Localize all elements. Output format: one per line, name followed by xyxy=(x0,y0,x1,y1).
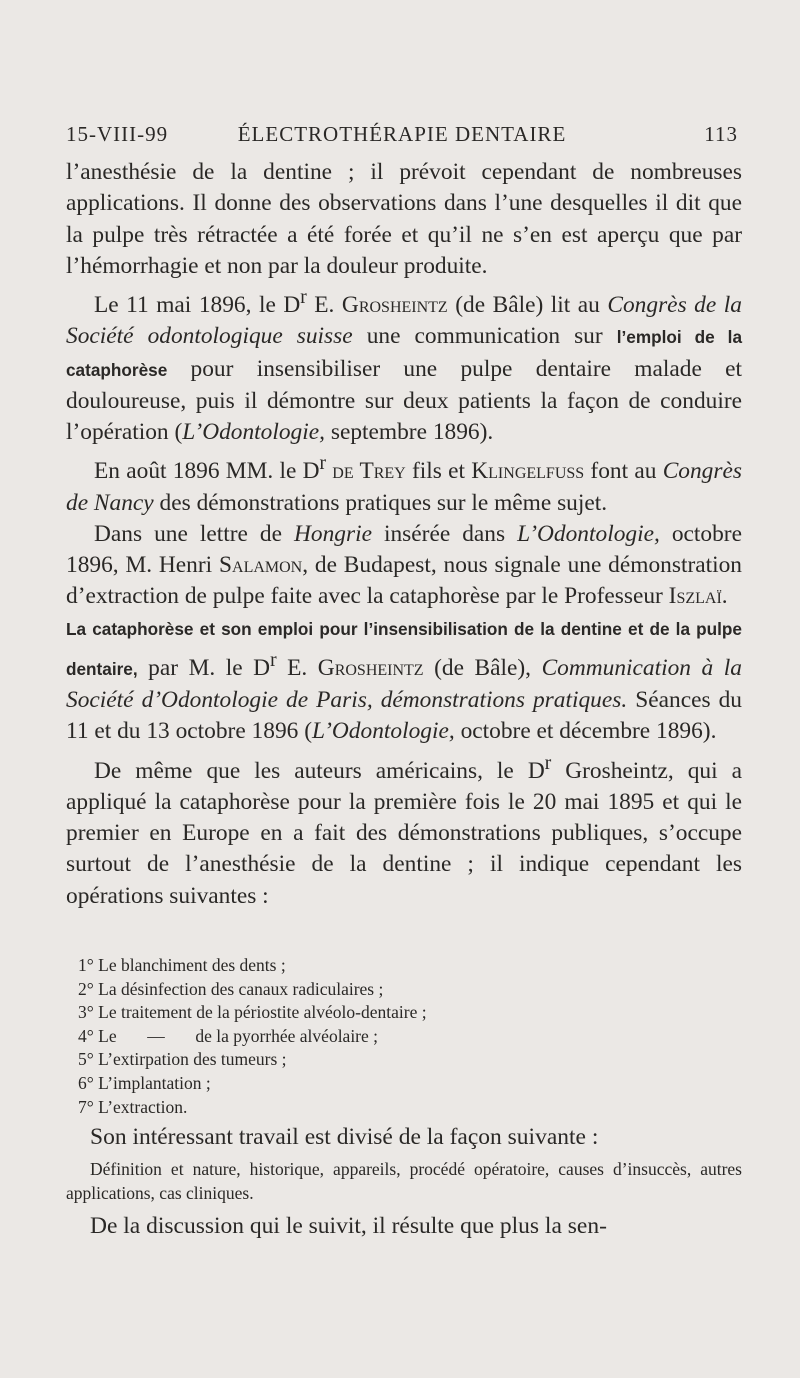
journal-title: L’Odontologie, xyxy=(517,520,660,547)
place-name: Hongrie xyxy=(294,520,372,547)
journal-title: L’Odontologie, xyxy=(182,419,325,446)
list-item: 6° L’implantation ; xyxy=(78,1072,211,1093)
author-name: Salamon xyxy=(219,552,303,579)
bib-title: La cataphorèse et son emploi pour l’insensibilisation de la dentine et de la pulpe dentaire, xyxy=(66,618,742,679)
author-name: Grosheintz xyxy=(341,291,448,318)
list-item: 3° Le traitement de la périostite alvéolo-dentaire ; xyxy=(78,1002,427,1023)
summary-heading: Son intéressant travail est divisé de la façon suivante : xyxy=(90,1124,599,1150)
author-name: Klingelfuss xyxy=(471,458,585,485)
communication-title: Communication à la Société d’Odontologie de Paris, démonstrations pratiques. xyxy=(66,654,742,714)
paragraph-2: Le 11 mai 1896, le $D^r$ E. Grosheintz (de Bâle) lit au Congrès de la Société odontologique suisse une communication sur l’emploi de la cataphorèse pour insensibiliser une pulpe dentaire malade et douloureuse, puis il démontre sur deux patients la façon de conduire l’opération (L’Odontologie, septembre 1896). xyxy=(66,287,742,446)
bold-topic: l’emploi de la cataphorèse xyxy=(66,327,742,380)
author-name: Grosheintz xyxy=(317,654,424,681)
header-date: 15-VIII-99 xyxy=(66,122,169,146)
last-line: De la discussion qui le suivit, il résulte que plus la sen- xyxy=(90,1213,607,1239)
journal-title: L’Odontologie, xyxy=(311,718,455,745)
list-item: 2° La désinfection des canaux radiculaires ; xyxy=(78,978,384,999)
paragraph-1: l’anesthésie de la dentine ; il prévoit cependant de nombreuses applications. Il donne des observations dans l’une desquelles il dit que la pulpe très rétractée a été forée et qu’il ne s’en est aperçu que par l’hémorrhagie et non par la douleur produite. xyxy=(66,159,742,279)
author-name: de Trey xyxy=(332,458,406,485)
author-name: Iszlaï xyxy=(668,583,722,610)
summary-text: Définition et nature, historique, appareils, procédé opératoire, causes d’insuccès, autres applications, cas cliniques. xyxy=(66,1159,742,1203)
congress-title: Congrès de Nancy xyxy=(66,458,742,516)
paragraph-4: Dans une lettre de Hongrie insérée dans L’Odontologie, octobre 1896, M. Henri Salamon, de Budapest, nous signale une démonstration d’extraction de pulpe faite avec la cataphorèse par le Professeur Iszlaï. xyxy=(66,520,743,610)
running-header xyxy=(66,122,738,152)
body-text xyxy=(66,157,742,912)
list-item: 5° L’extirpation des tumeurs ; xyxy=(78,1049,287,1070)
congress-title: Congrès de la Société odontologique suisse xyxy=(66,291,742,350)
list-item: 7° L’extraction. xyxy=(78,1096,188,1117)
list-item: 1° Le blanchiment des dents ; xyxy=(78,955,286,975)
paragraph-5: De même que les auteurs américains, le $D^r$ Grosheintz, qui a appliqué la cataphorèse pour la première fois le 20 mai 1895 et qui le premier en Europe en a fait des démonstrations publiques, s’occupe surtout de l’anesthésie de la dentine ; il indique cependant les opérations suivantes : xyxy=(66,752,742,909)
paragraph-3: En août 1896 MM. le $D^r$ de Trey fils et Klingelfuss font au Congrès de Nancy des démonstrations pratiques sur le même sujet. xyxy=(66,453,742,516)
operations-list xyxy=(78,954,718,1119)
list-item: 4° Le — de la pyorrhée alvéolaire ; xyxy=(78,1025,379,1046)
bibliography-entry: La cataphorèse et son emploi pour l’insensibilisation de la dentine et de la pulpe dentaire, par M. le $D^r$ E. Grosheintz (de Bâle), Communication à la Société d’Odontologie de Paris, démonstrations pratiques. Séances du 11 et du 13 octobre 1896 (L’Odontologie, octobre et décembre 1896). xyxy=(66,618,742,745)
header-title: ÉLECTROTHÉRAPIE DENTAIRE xyxy=(237,122,567,146)
page-number: 113 xyxy=(704,122,738,146)
